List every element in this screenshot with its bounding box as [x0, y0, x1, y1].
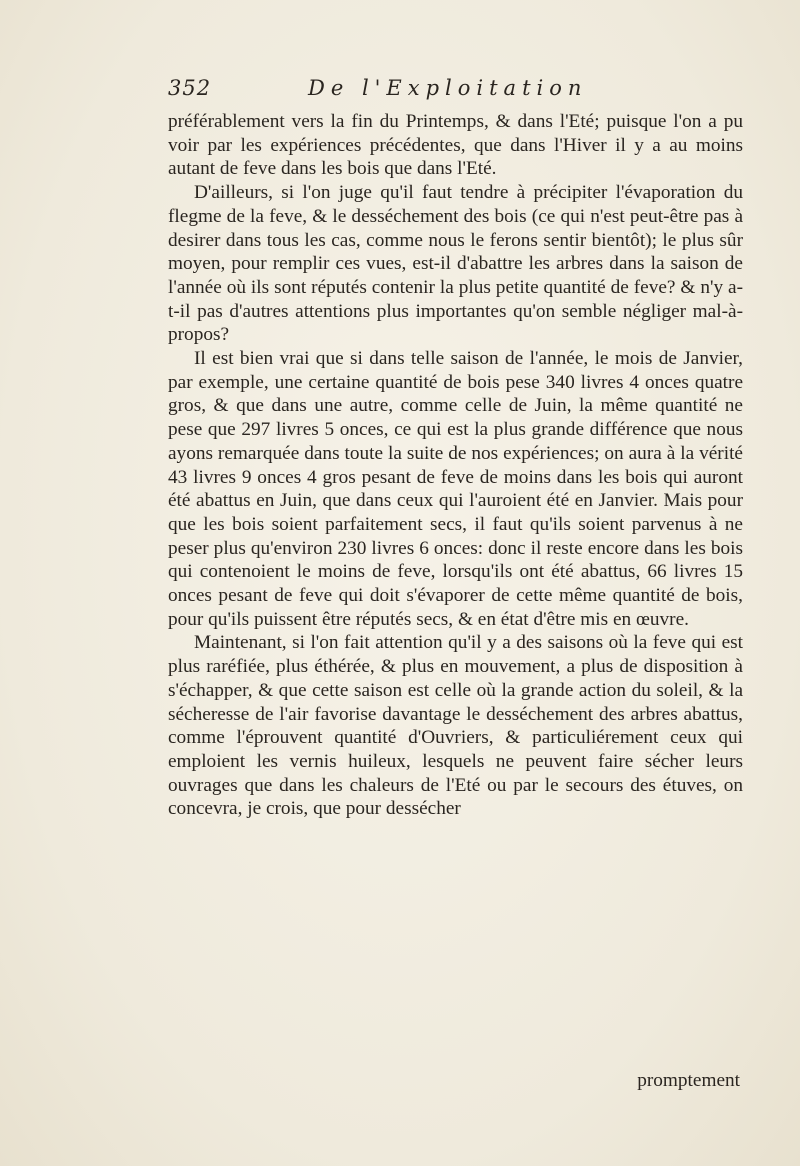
page-header [168, 76, 740, 106]
page-number: 352 [168, 76, 212, 100]
paragraph-3: Il est bien vrai que si dans telle saison de l'année, le mois de Janvier, par exemple, une certaine quantité de bois pese 340 livres 4 onces quatre gros, & que dans une autre, comme celle de Juin, la même quantité ne pese que 297 livres 5 onces, ce qui est la plus grande différence que nous ayons remarquée dans toute la suite de nos expériences; on aura à la vérité 43 livres 9 onces 4 gros pesant de feve de moins dans les bois qui auront été abattus en Juin, que dans ceux qui l'auroient été en Janvier. Mais pour que les bois soient parfaitement secs, il faut qu'ils soient parvenus à ne peser plus qu'environ 230 livres 6 onces: donc il reste encore dans les bois qui contenoient le moins de feve, lorsqu'ils ont été abattus, 66 livres 15 onces pesant de feve qui doit s'évaporer de cette même quantité de bois, pour qu'ils puissent être réputés secs, & en état d'être mis en œuvre. [168, 348, 743, 630]
running-title: De l'Exploitation [308, 76, 588, 100]
paragraph-2: D'ailleurs, si l'on juge qu'il faut tendre à précipiter l'évaporation du flegme de la feve, & le desséchement des bois (ce qui n'est peut-être pas à desirer dans tous les cas, comme nous le ferons sentir bientôt); le plus sûr moyen, pour remplir ces vues, est-il d'abattre les arbres dans la saison de l'année où ils sont réputés contenir la plus petite quantité de feve? & n'y a-t-il pas d'autres attentions plus importantes qu'on semble négliger mal-à-propos? [168, 182, 743, 346]
body-text [168, 110, 743, 821]
paragraph-1: préférablement vers la fin du Printemps, & dans l'Eté; puisque l'on a pu voir par les expériences précédentes, que dans l'Hiver il y a au moins autant de feve dans les bois que dans l'Eté. [168, 111, 743, 180]
catchword: promptement [637, 1070, 740, 1091]
paragraph-4: Maintenant, si l'on fait attention qu'il y a des saisons où la feve qui est plus raréfiée, plus éthérée, & plus en mouvement, a plus de disposition à s'échapper, & que cette saison est celle où la grande action du soleil, & la sécheresse de l'air favorise davantage le desséchement des arbres abattus, comme l'éprouvent quantité d'Ouvriers, & particuliérement ceux qui emploient les vernis huileux, lesquels ne peuvent faire sécher leurs ouvrages que dans les chaleurs de l'Eté ou par le secours des étuves, on concevra, je crois, que pour dessécher [168, 632, 743, 820]
